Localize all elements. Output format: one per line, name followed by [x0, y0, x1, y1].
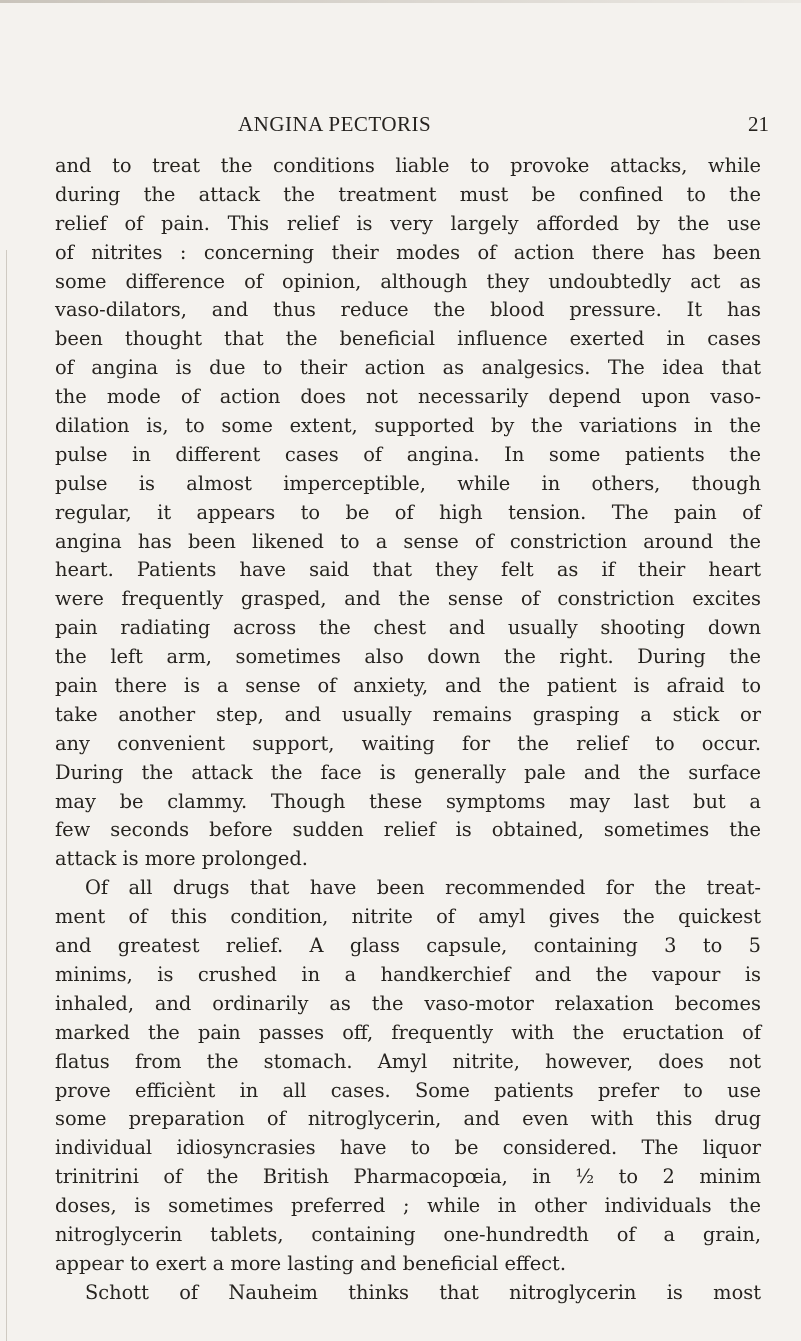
text-line: the mode of action does not necessarily depend upon vaso-	[55, 385, 761, 409]
text-line: marked the pain passes off, frequently with the eructation of	[55, 1020, 761, 1044]
text-line: the left arm, sometimes also down the right. During the	[55, 645, 761, 669]
text-line: angina has been likened to a sense of constriction around the	[55, 529, 761, 553]
text-line: heart. Patients have said that they felt as if their heart	[55, 558, 761, 582]
text-line: some difference of opinion, although they undoubtedly act as	[55, 269, 761, 293]
text-line: dilation is, to some extent, supported by the variations in the	[55, 414, 761, 438]
text-line: appear to exert a more lasting and beneficial effect.	[55, 1251, 567, 1275]
text-line: any convenient support, waiting for the relief to occur.	[55, 731, 761, 755]
text-line: doses, is sometimes preferred ; while in other individuals the	[55, 1194, 761, 1218]
text-line: and to treat the conditions liable to provoke attacks, while	[55, 154, 761, 177]
text-line: may be clammy. Though these symptoms may last but a	[55, 789, 761, 813]
body-text	[55, 152, 761, 1308]
scan-left-edge	[6, 250, 7, 1341]
text-line: Schott of Nauheim thinks that nitroglycerin is most	[85, 1280, 761, 1304]
running-head	[0, 112, 801, 142]
text-line: attack is more prolonged.	[55, 847, 308, 871]
text-line: regular, it appears to be of high tension. The pain of	[55, 500, 761, 524]
scan-top-edge	[0, 0, 801, 3]
text-line: nitroglycerin tablets, containing one-hundredth of a grain,	[55, 1222, 761, 1246]
page-title: ANGINA PECTORIS	[238, 112, 432, 136]
text-line: few seconds before sudden relief is obtained, sometimes the	[55, 818, 761, 842]
text-line: pain radiating across the chest and usually shooting down	[55, 616, 761, 640]
text-line: of nitrites : concerning their modes of action there has been	[55, 240, 761, 264]
page-number: 21	[748, 112, 769, 136]
text-line: vaso-dilators, and thus reduce the blood pressure. It has	[55, 298, 761, 322]
text-line: during the attack the treatment must be confined to the	[55, 182, 761, 206]
text-line: take another step, and usually remains grasping a stick or	[55, 702, 761, 726]
text-line: Of all drugs that have been recommended for the treat-	[85, 876, 761, 900]
text-line: pulse in different cases of angina. In some patients the	[55, 442, 761, 466]
text-line: minims, is crushed in a handkerchief and the vapour is	[55, 962, 761, 986]
text-line: inhaled, and ordinarily as the vaso-motor relaxation becomes	[55, 991, 761, 1015]
text-line: been thought that the beneficial influence exerted in cases	[55, 327, 761, 351]
text-line: relief of pain. This relief is very largely afforded by the use	[55, 211, 761, 235]
text-line: and greatest relief. A glass capsule, containing 3 to 5	[55, 934, 761, 958]
text-line: prove efficiènt in all cases. Some patients prefer to use	[55, 1078, 761, 1102]
text-line: pain there is a sense of anxiety, and the patient is afraid to	[55, 674, 761, 698]
text-line: some preparation of nitroglycerin, and even with this drug	[55, 1107, 761, 1131]
text-line: individual idiosyncrasies have to be considered. The liquor	[55, 1136, 761, 1160]
text-line: ment of this condition, nitrite of amyl gives the quickest	[55, 905, 761, 929]
text-line: trinitrini of the British Pharmacopœia, in ½ to 2 minim	[55, 1165, 761, 1189]
text-line: During the attack the face is generally pale and the surface	[55, 760, 761, 784]
text-line: of angina is due to their action as analgesics. The idea that	[55, 356, 761, 380]
text-line: were frequently grasped, and the sense of constriction excites	[55, 587, 761, 611]
text-line: pulse is almost imperceptible, while in others, though	[55, 471, 761, 495]
text-line: flatus from the stomach. Amyl nitrite, however, does not	[55, 1049, 761, 1073]
